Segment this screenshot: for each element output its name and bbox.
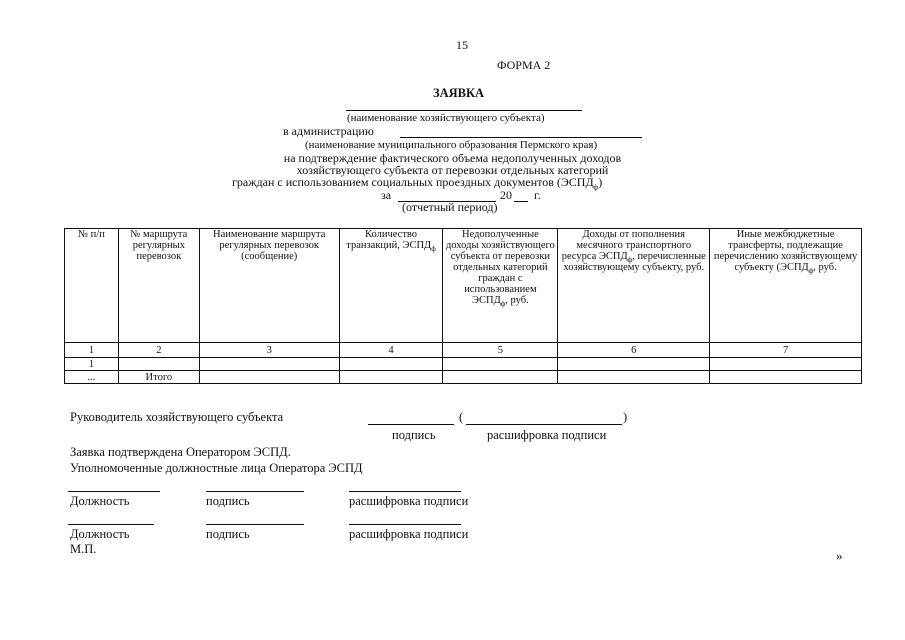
officials-text: Уполномоченные должностные лица Оператора ЭСПД: [70, 461, 363, 475]
period-year-line: [514, 201, 528, 202]
municipality-line: [400, 137, 642, 138]
report-table: [64, 228, 862, 384]
period-year: 20: [500, 188, 512, 202]
table-cell: [199, 358, 339, 371]
head-label: Руководитель хозяйствующего субъекта: [70, 410, 284, 424]
purpose-subscript: ф: [593, 183, 599, 192]
table-cell: [443, 358, 558, 371]
header-col-3: [199, 229, 339, 343]
table-cell: [710, 371, 862, 384]
official-2-sign: подпись: [206, 527, 250, 541]
header-col-2-text: № маршрута регулярных перевозок: [130, 229, 188, 262]
column-number: 7: [710, 343, 862, 358]
confirmed-text: Заявка подтверждена Оператором ЭСПД.: [70, 445, 291, 459]
table-cell: [339, 371, 443, 384]
header-col-1-text: № п/п: [78, 229, 105, 240]
header-col-6-tail: , перечисленные хозяйствующему субъекту, руб.: [563, 251, 706, 273]
stamp-label: М.П.: [70, 542, 97, 556]
official-2-decode: расшифровка подписи: [349, 527, 469, 541]
admin-prefix: в администрацию: [283, 124, 374, 138]
official-1-position: Должность: [70, 494, 130, 508]
table-header-row: [65, 229, 862, 343]
page-number: 15: [456, 38, 468, 52]
close-paren: ): [623, 410, 628, 424]
header-col-4-sub: ф: [431, 245, 436, 254]
purpose-line-2: хозяйствующего субъекта от перевозки отдельных категорий: [296, 163, 609, 177]
header-col-5: [443, 229, 558, 343]
column-number: 3: [199, 343, 339, 358]
table-cell: [558, 358, 710, 371]
header-col-7-text: Иные межбюджетные трансферты, подлежащие перечислению хозяйствующему субъекту (ЭСПД: [713, 229, 858, 273]
official-1-sign: подпись: [206, 494, 250, 508]
purpose-line-1: на подтверждение фактического объема недополученных доходов: [283, 151, 622, 165]
table-cell: ...: [65, 371, 119, 384]
document-title: ЗАЯВКА: [433, 86, 485, 100]
table-cell: [558, 371, 710, 384]
column-number: 1: [65, 343, 119, 358]
table-cell: 1: [65, 358, 119, 371]
table-row: [65, 358, 862, 371]
table-cell: [443, 371, 558, 384]
official-1-sign-line[interactable]: [206, 491, 304, 492]
head-sign-line[interactable]: [368, 424, 454, 425]
official-1-decode: расшифровка подписи: [349, 494, 469, 508]
official-2-position-line[interactable]: [68, 524, 154, 525]
column-number: 4: [339, 343, 443, 358]
header-col-4-text: Количество транзакций, ЭСПД: [346, 229, 432, 251]
header-col-6-sub: ф: [627, 256, 633, 265]
purpose-tail: ): [598, 175, 603, 189]
header-col-7: [710, 229, 862, 343]
header-col-1: [65, 229, 119, 343]
column-number: 2: [118, 343, 199, 358]
table-cell: [339, 358, 443, 371]
column-number: 5: [443, 343, 558, 358]
official-2-decode-line[interactable]: [349, 524, 461, 525]
column-number-row: [65, 343, 862, 358]
head-sign-caption: подпись: [392, 428, 436, 442]
header-col-6-text: Доходы от пополнения месячного транспортного ресурса ЭСПД: [561, 229, 692, 262]
table-cell: [710, 358, 862, 371]
purpose-line-3: [232, 175, 602, 190]
official-1-position-line[interactable]: [68, 491, 160, 492]
head-decode-line[interactable]: [466, 424, 622, 425]
municipality-caption: (наименование муниципального образования Пермского края): [305, 139, 598, 151]
header-col-6: [558, 229, 710, 343]
open-paren: (: [459, 410, 464, 424]
closing-quote: »: [836, 548, 843, 563]
period-prefix: за: [381, 188, 392, 202]
header-col-4: [339, 229, 443, 343]
official-2-position: Должность: [70, 527, 130, 541]
header-col-5-text: Недополученные доходы хозяйствующего субъекта от перевозки отдельных категорий граждан с использованием ЭСПД: [445, 229, 555, 306]
purpose-line-3-text: граждан с использованием социальных проездных документов (ЭСПД: [232, 175, 594, 189]
column-number: 6: [558, 343, 710, 358]
header-col-2: [118, 229, 199, 343]
official-2-sign-line[interactable]: [206, 524, 304, 525]
official-1-decode-line[interactable]: [349, 491, 461, 492]
period-caption: (отчетный период): [402, 200, 498, 214]
table-cell: [118, 358, 199, 371]
header-col-7-tail: , руб.: [813, 262, 837, 273]
head-decode-caption: расшифровка подписи: [487, 428, 607, 442]
period-suffix: г.: [534, 188, 541, 202]
form-label: ФОРМА 2: [497, 58, 551, 72]
entity-caption: (наименование хозяйствующего субъекта): [347, 112, 545, 124]
header-col-3-text: Наименование маршрута регулярных перевозок (сообщение): [213, 229, 326, 262]
header-col-5-tail: , руб.: [505, 295, 529, 306]
table-total-row: [65, 371, 862, 384]
entity-name-line: [346, 110, 582, 111]
header-col-5-sub: ф: [500, 300, 506, 309]
table-cell: [199, 371, 339, 384]
total-label: Итого: [118, 371, 199, 384]
header-col-7-sub: ф: [808, 267, 814, 276]
